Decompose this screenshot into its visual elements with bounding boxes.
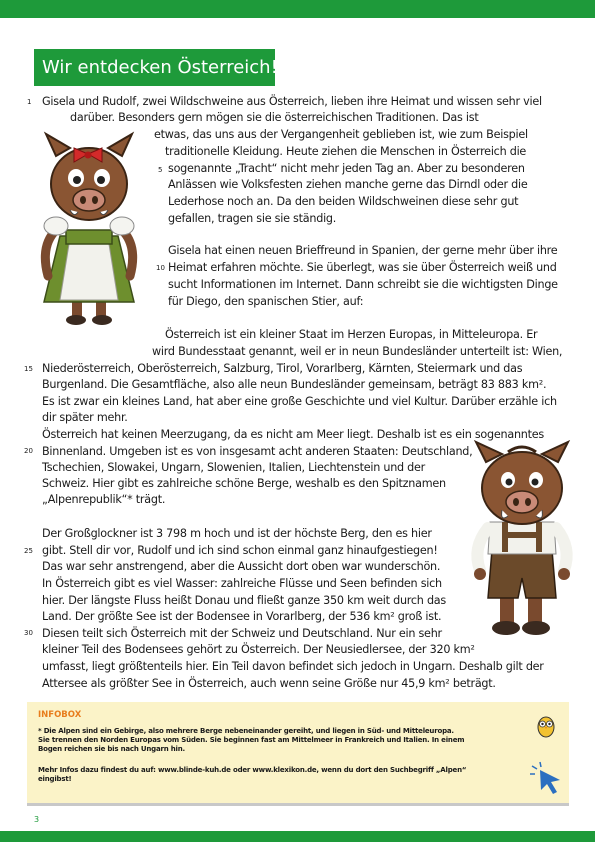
line-number: 20 bbox=[24, 447, 33, 455]
text-line: gefallen, tragen sie sie ständig. bbox=[168, 212, 337, 225]
infobox-text: eingibst! bbox=[38, 775, 72, 783]
line-number: 5 bbox=[158, 166, 163, 174]
page-number: 3 bbox=[34, 815, 40, 824]
text-line: dir später mehr. bbox=[42, 411, 128, 424]
infobox-text: Mehr Infos dazu findest du auf: www.blinde-kuh.de oder www.klexikon.de, wenn du dort den Suchbegriff „Alpen“ bbox=[38, 766, 467, 774]
text-line: In Österreich gibt es viel Wasser: zahlreiche Flüsse und Seen befinden sich bbox=[42, 577, 442, 590]
text-line: umfasst, liegt größtenteils hier. Ein Teil davon befindet sich jedoch in Ungarn. Deshalb gilt der bbox=[42, 660, 544, 673]
infobox-title: INFOBOX bbox=[38, 710, 82, 720]
text-line: traditionelle Kleidung. Heute ziehen die Menschen in Österreich die bbox=[165, 145, 527, 158]
text-line: gibt. Stell dir vor, Rudolf und ich sind schon einmal ganz hinaufgestiegen! bbox=[42, 544, 438, 557]
text-line: Diesen teilt sich Österreich mit der Schweiz und Deutschland. Nur ein sehr bbox=[42, 627, 442, 640]
text-line: Österreich hat keinen Meerzugang, da es nicht am Meer liegt. Deshalb ist es ein sogenanntes bbox=[42, 428, 544, 441]
text-line: Land. Der größte See ist der Bodensee in Vorarlberg, der 536 km² groß ist. bbox=[42, 610, 442, 623]
text-line: Attersee als größter See in Österreich, auch wenn seine Größe nur 45,9 km² beträgt. bbox=[42, 677, 496, 690]
text-line: Gisela und Rudolf, zwei Wildschweine aus Österreich, lieben ihre Heimat und wissen sehr viel bbox=[42, 95, 542, 108]
rudolf-pig-illustration bbox=[464, 440, 579, 640]
text-line: sogenannte „Tracht“ nicht mehr jeden Tag an. Aber zu besonderen bbox=[168, 162, 525, 175]
bottom-bar bbox=[0, 831, 595, 842]
page-title: Wir entdecken Österreich! bbox=[34, 49, 275, 86]
line-number: 10 bbox=[156, 264, 165, 272]
text-line: wird Bundesstaat genannt, weil er in neun Bundesländer unterteilt ist: Wien, bbox=[152, 345, 563, 358]
infobox-text: * Die Alpen sind ein Gebirge, also mehrere Berge nebeneinander gereiht, und liegen in Süd- und Mitteleuropa. bbox=[38, 727, 454, 735]
text-line: hier. Der längste Fluss heißt Donau und fließt ganze 350 km weit durch das bbox=[42, 594, 446, 607]
infobox bbox=[27, 702, 569, 806]
text-line: für Diego, den spanischen Stier, auf: bbox=[168, 295, 364, 308]
text-line: sucht Informationen im Internet. Dann schreibt sie die wichtigsten Dinge bbox=[168, 278, 558, 291]
text-line: Der Großglockner ist 3 798 m hoch und ist der höchste Berg, den es hier bbox=[42, 527, 432, 540]
text-line: Es ist zwar ein kleines Land, hat aber eine große Geschichte und viel Kultur. Darüber erzähle ich bbox=[42, 395, 557, 408]
infobox-text: Bogen reichen sie bis nach Ungarn hin. bbox=[38, 745, 185, 753]
text-line: Das war sehr anstrengend, aber die Aussicht dort oben war wunderschön. bbox=[42, 560, 441, 573]
text-line: Anlässen wie Volksfesten ziehen manche gerne das Dirndl oder die bbox=[168, 178, 528, 191]
top-bar bbox=[0, 0, 595, 18]
text-line: Schweiz. Hier gibt es zahlreiche schöne Berge, weshalb es den Spitznamen bbox=[42, 477, 446, 490]
text-line: Österreich ist ein kleiner Staat im Herzen Europas, in Mitteleuropa. Er bbox=[165, 328, 538, 341]
text-line: Tschechien, Slowakei, Ungarn, Slowenien, Italien, Liechtenstein und der bbox=[42, 461, 426, 474]
text-line: Gisela hat einen neuen Brieffreund in Spanien, der gerne mehr über ihre bbox=[168, 244, 558, 257]
cursor-icon bbox=[528, 760, 564, 796]
text-line: Niederösterreich, Oberösterreich, Salzburg, Tirol, Vorarlberg, Kärnten, Steiermark und das bbox=[42, 362, 523, 375]
text-line: darüber. Besonders gern mögen sie die österreichischen Traditionen. Das ist bbox=[70, 111, 479, 124]
line-number: 15 bbox=[24, 365, 33, 373]
text-line: kleiner Teil des Bodensees gehört zu Österreich. Der Neusiedlersee, der 320 km² bbox=[42, 643, 475, 656]
infobox-text: Sie trennen den Norden Europas vom Süden. Sie beginnen fast am Mittelmeer in Frankreich und Italien. In einem bbox=[38, 736, 465, 744]
text-line: Binnenland. Umgeben ist es von insgesamt acht anderen Staaten: Deutschland, bbox=[42, 445, 473, 458]
gisela-pig-illustration bbox=[26, 126, 154, 328]
owl-icon bbox=[536, 714, 556, 738]
text-line: Burgenland. Die Gesamtfläche, also alle neun Bundesländer gemeinsam, beträgt 83 883 km². bbox=[42, 378, 547, 391]
text-line: „Alpenrepublik“* trägt. bbox=[42, 493, 166, 506]
line-number: 30 bbox=[24, 629, 33, 637]
text-line: Heimat erfahren möchte. Sie überlegt, was sie über Österreich weiß und bbox=[168, 261, 557, 274]
text-line: Lederhose noch an. Da den beiden Wildschweinen diese sehr gut bbox=[168, 195, 519, 208]
text-line: etwas, das uns aus der Vergangenheit geblieben ist, wie zum Beispiel bbox=[154, 128, 528, 141]
line-number: 1 bbox=[27, 98, 32, 106]
line-number: 25 bbox=[24, 547, 33, 555]
